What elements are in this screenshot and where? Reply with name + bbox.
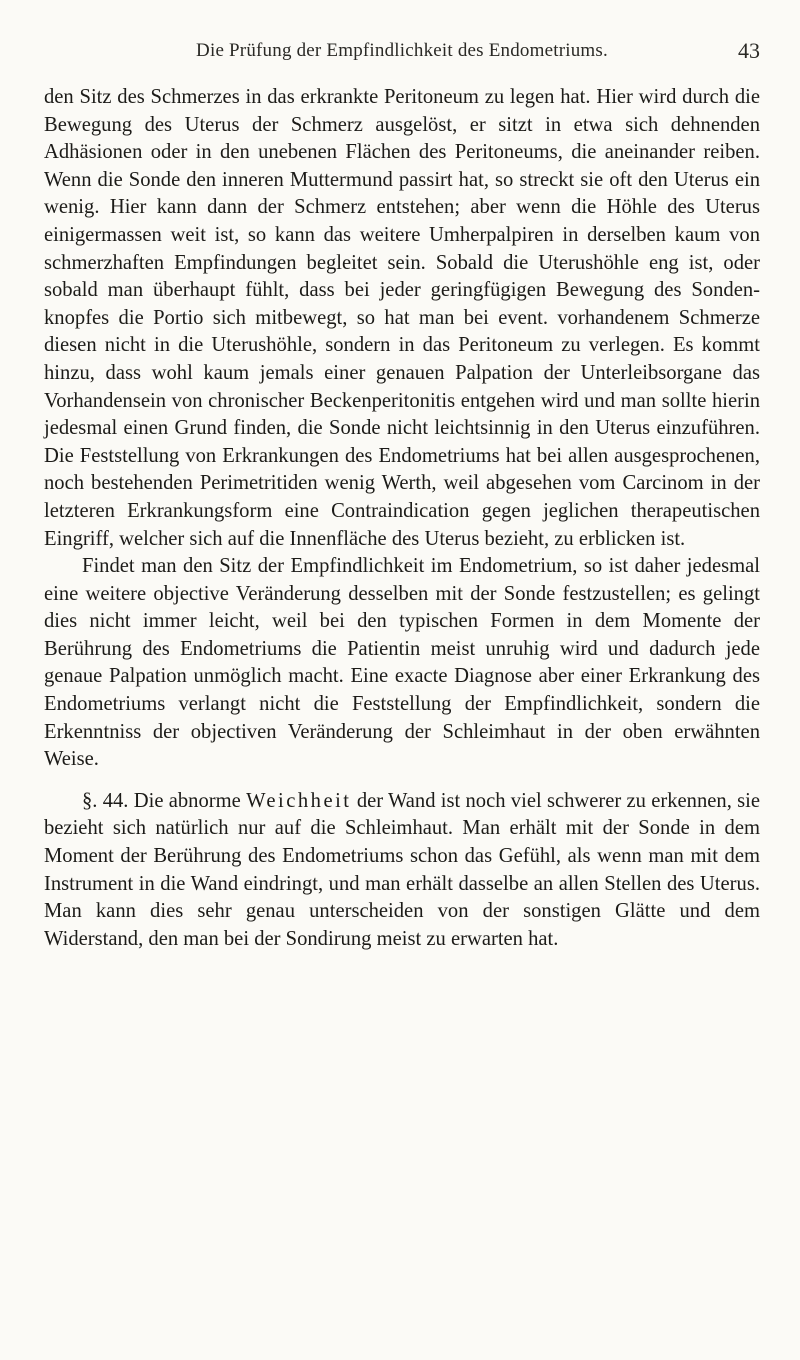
paragraph-1: den Sitz des Schmerzes in das erkrankte Peritoneum zu legen hat. Hier wird durch die Bewegung des Uterus der Schmerz ausgelöst, er sitzt in etwa sich dehnenden Adhäsionen oder in den unebenen Flächen des Peritoneums, die aneinander reiben. Wenn die Sonde den inneren Muttermund passirt hat, so streckt sie oft den Uterus ein wenig. Hier kann dann der Schmerz entstehen; aber wenn die Höhle des Uterus einigermassen weit ist, so kann das weitere Umherpalpiren in derselben kaum von schmerzhaften Empfindungen begleitet sein. Sobald die Uterushöhle eng ist, oder sobald man überhaupt fühlt, dass bei jeder geringfügigen Bewegung des Sondenknopfes die Portio sich mitbewegt, so hat man bei event. vorhandenem Schmerze diesen nicht in die Uterushöhle, sondern in das Peritoneum zu verlegen. Es kommt hinzu, dass wohl kaum jemals einer genauen Palpation der Unterleibsorgane das Vorhandensein von chronischer Beckenperitonitis entgehen wird und man sollte hierin jedesmal einen Grund finden, die Sonde nicht leichtsinnig in den Uterus einzuführen. Die Feststellung von Erkrankungen des Endometriums hat bei allen ausgesprochenen, noch bestehenden Perimetritiden wenig Werth, weil abgesehen vom Carcinom in der letzteren Erkrankungsform eine Contraindication gegen jeglichen therapeutischen Eingriff, welcher sich auf die Innenfläche des Uterus bezieht, zu erblicken ist. [44, 86, 760, 550]
running-header [44, 40, 760, 72]
section-44-intro: §. 44. Die abnorme [82, 789, 241, 812]
running-title: Die Prüfung der Empfindlichkeit des Endometriums. [196, 40, 608, 61]
paragraph-2: Findet man den Sitz der Empfindlichkeit im Endometrium, so ist daher jedesmal eine weitere objective Veränderung desselben mit der Sonde festzustellen; es gelingt dies nicht immer leicht, weil bei den typischen Formen in dem Momente der Berührung des Endometriums die Patientin meist unruhig wird und dadurch jede genaue Palpation unmöglich macht. Eine exacte Diagnose aber einer Erkrankung des Endometriums verlangt nicht die Feststellung der Empfindlichkeit, sondern die Erkenntniss der objectiven Veränderung der Schleimhaut in der oben erwähnten Weise. [44, 555, 760, 771]
body-text [44, 84, 760, 953]
page-number: 43 [738, 38, 760, 63]
emphasis-weichheit: Weichheit [246, 789, 352, 812]
paragraph-3-section-44 [44, 788, 760, 954]
section-44-text: der Wand ist noch viel schwerer zu erkennen, sie bezieht sich natürlich nur auf die Schleimhaut. Man erhält mit der Sonde in dem Moment der Berührung des Endometriums schon das Gefühl, als wenn man mit dem Instrument in die Wand eindringt, und man erhält dasselbe an allen Stellen des Uterus. Man kann dies sehr genau unterscheiden von der sonstigen Glätte und dem Widerstand, den man bei der Sondirung meist zu erwarten hat. [44, 789, 761, 950]
